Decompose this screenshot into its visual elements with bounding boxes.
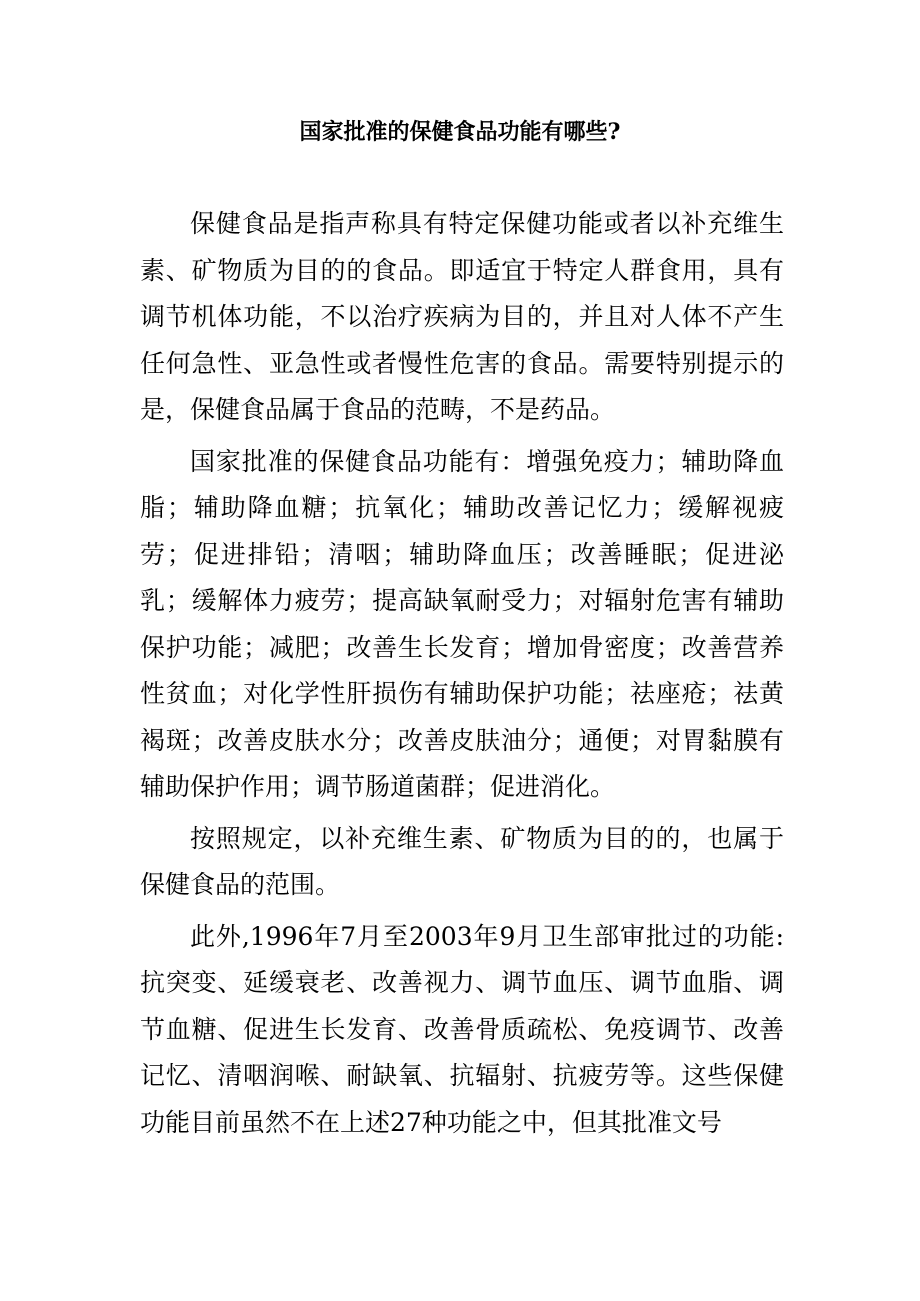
paragraph-historical-functions: 此外,1996年7月至2003年9月卫生部审批过的功能: 抗突变、延缓衰老、改善视力、调节血压、调节血脂、调节血糖、促进生长发育、改善骨质疏松、免疫调节、改善记忆、清咽润喉、耐缺氧、抗辐射、抗疲劳等。这些保健功能目前虽然不在上述27种功能之中，但其批准文号: [140, 921, 784, 1137]
document-body: [140, 201, 784, 1151]
paragraph-definition: 保健食品是指声称具有特定保健功能或者以补充维生素、矿物质为目的的食品。即适宜于特定人群食用，具有调节机体功能，不以治疗疾病为目的，并且对人体不产生任何急性、亚急性或者慢性危害的食品。需要特别提示的是，保健食品属于食品的范畴，不是药品。: [140, 209, 784, 424]
paragraph-regulation: 按照规定，以补充维生素、矿物质为目的的，也属于保健食品的范围。: [140, 823, 784, 899]
paragraph-approved-functions: 国家批准的保健食品功能有：增强免疫力；辅助降血脂；辅助降血糖；抗氧化；辅助改善记忆力；缓解视疲劳；促进排铅；清咽；辅助降血压；改善睡眠；促进泌乳；缓解体力疲劳；提高缺氧耐受力；对辐射危害有辅助保护功能；减肥；改善生长发育；增加骨密度；改善营养性贫血；对化学性肝损伤有辅助保护功能；祛座疮；祛黄褐斑；改善皮肤水分；改善皮肤油分；通便；对胃黏膜有辅助保护作用；调节肠道菌群；促进消化。: [140, 446, 784, 801]
document-title: 国家批准的保健食品功能有哪些?: [299, 119, 621, 145]
